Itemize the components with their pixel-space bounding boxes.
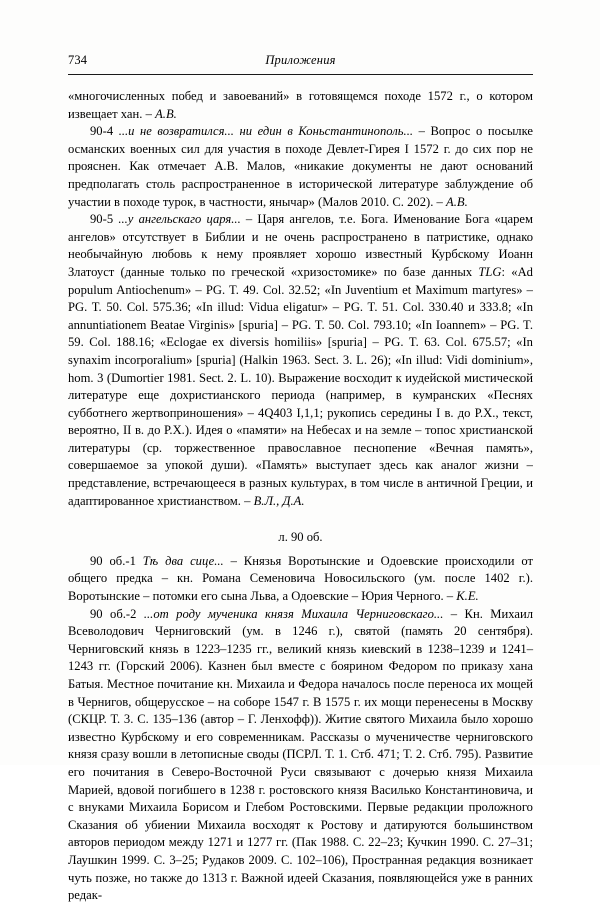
entry-lemma: ...и не возвратился... ни един в Коньстантинополь... bbox=[118, 124, 414, 139]
entry-body: Князья Воротынские и Одоевские происходили от общего предка – кн. Романа Семеновича Новосильского (ум. после 1402 г.). Воротынские – потомки его сына Льва, а Одоевские – Юрия Черного. – bbox=[68, 553, 534, 604]
commentary-entry-90ob-1 bbox=[68, 553, 533, 606]
entry-dash: – bbox=[443, 606, 465, 621]
running-head bbox=[68, 50, 533, 70]
commentary-entry-90-4 bbox=[68, 123, 533, 211]
entry-marker: 90 об.-2 bbox=[90, 606, 144, 621]
commentary-entry-90ob-2 bbox=[68, 606, 533, 905]
entry-attribution: К.Е. bbox=[456, 589, 479, 604]
entry-body: Кн. Михаил Всеволодович Черниговский (ум. в 1246 г.), святой (память 20 сентября). Черниговский князь в 1223–1235 гг., великий князь киевский в 1238–1239 и 1241–1243 гг. (Горский 2006). Казнен был вместе с боярином Федором по приказу хана Батыя. Местное почитание кн. Михаила и Федора началось после переноса их мощей в Чернигов, общерусское – на соборе 1547 г. В 1575 г. их мощи перенесены в Москву (СКЦР. Т. 3. С. 135–136 (автор – Г. Ленхофф)). Житие святого Михаила было хорошо известно Курбскому и его современникам. Рассказы о мученичестве черниговского князя сразу вошли в летописные своды (ПСРЛ. Т. 1. Стб. 471; Т. 2. Стб. 795). Развитие его почитания в Северо-Восточной Руси связывают с дочерью князя Михаила Марией, вдовой погибшего в 1238 г. ростовского князя Василько Константиновича, и с внуками Михаила Борисом и Глебом Ростовскими. Первые редакции проложного Сказания об убиении Михаила восходят к Ростову и датируются большинством авторов периодом между 1271 и 1277 гг. (Пак 1988. С. 22–23; Кучкин 1990. С. 27–31; Лаушкин 1999. С. 3–25; Рудаков 2009. С. 102–106), Пространная редакция возникает чуть позже, но также до 1313 г. Важной идеей Сказания, появляющейся уже в ранних редак- bbox=[68, 606, 534, 903]
entry-lemma: Тѣ два сице... bbox=[142, 553, 224, 568]
entry-lemma: ...у ангельскаго царя... bbox=[118, 212, 241, 227]
entry-lemma: ...от роду мученика князя Михаила Черниговскаго... bbox=[143, 606, 444, 621]
entry-attribution: А.В. bbox=[446, 194, 468, 209]
entry-attribution: В.Л., Д.А. bbox=[253, 493, 305, 508]
continued-text: «многочисленных побед и завоеваний» в готовящемся походе 1572 г., о котором извещает хан. – bbox=[68, 89, 533, 121]
entry-body-part2: : «Ad populum Antiochenum» – PG. T. 49. Col. 32.52; «In Juventium et Maximum martyres» – PG. T. 50. Col. 575.36; «In illud: Vidua eligatur» – PG. T. 51. Col. 330.40 и 333.8; «In annuntiationem Beatae Virginis» [spuria] – PG. T. 50. Col. 793.10; «In Ioannem» – PG. T. 59. Col. 188.16; «Eclogae ex diversis homiliis» [spuria] – PG. T. 63. Col. 675.57; «In synaxim incorporalium» [spuria] (Halkin 1963. Sect. 3. L. 26); «In illud: Vidi dominium», hom. 3 (Dumortier 1981. Sect. 2. L. 10). Выражение восходит к иудейской мистической литературе еще дохристианского периода (например, в кумранских «Песнях субботнего жертвоприношения» – 4Q403 I,1,1; рукопись середины I в. до Р.Х., текст, вероятно, II в. до Р.Х.). Идея о «памяти» на Небесах и на земле – топос христианской литературы (ср. торжественное православное песнопение «Вечная память», совершаемое за упокой души). «Память» выступает здесь как аналог жизни – представление, встречающееся в разных культурах, в том числе в античной Греции, и адаптированное христианством. – bbox=[68, 264, 534, 508]
entry-marker: 90 об.-1 bbox=[90, 553, 143, 568]
entry-body-part1: Царя ангелов, т.е. Бога. Именование Бога «царем ангелов» отсутствует в Библии и не очень распространено в патристике, однако необычайную любовь к нему проявляет хорошо известный Курбскому Иоанн Златоуст (данные только по греческой «хризостомике» по базе данных bbox=[68, 212, 534, 279]
entry-dash: – bbox=[240, 212, 258, 227]
page-number: 734 bbox=[68, 53, 88, 67]
commentary-entry-90-5 bbox=[68, 211, 533, 510]
tlg-database-name: TLG bbox=[478, 264, 502, 279]
entry-marker: 90-4 bbox=[90, 124, 119, 139]
running-title: Приложения bbox=[265, 53, 336, 67]
entry-body: Вопрос о посылке османских военных сил для участия в походе Девлет-Гирея I 1572 г. до сих пор не прояснен. Как отмечает А.В. Малов, «никакие документы не дают оснований предполагать столь распространенное в исторической литературе заблуждение об участии в походе турок, в частности, янычар» (Малов 2010. С. 202). – bbox=[68, 124, 533, 209]
header-rule bbox=[68, 74, 533, 75]
entry-dash: – bbox=[413, 124, 431, 139]
page-content bbox=[68, 50, 533, 905]
paragraph-continued bbox=[68, 88, 533, 123]
folio-marker: л. 90 об. bbox=[278, 530, 323, 545]
spacer-above-folio-marker bbox=[68, 510, 533, 529]
entry-marker: 90-5 bbox=[90, 212, 119, 227]
continued-attribution: А.В. bbox=[155, 106, 177, 121]
entry-dash: – bbox=[223, 553, 244, 568]
